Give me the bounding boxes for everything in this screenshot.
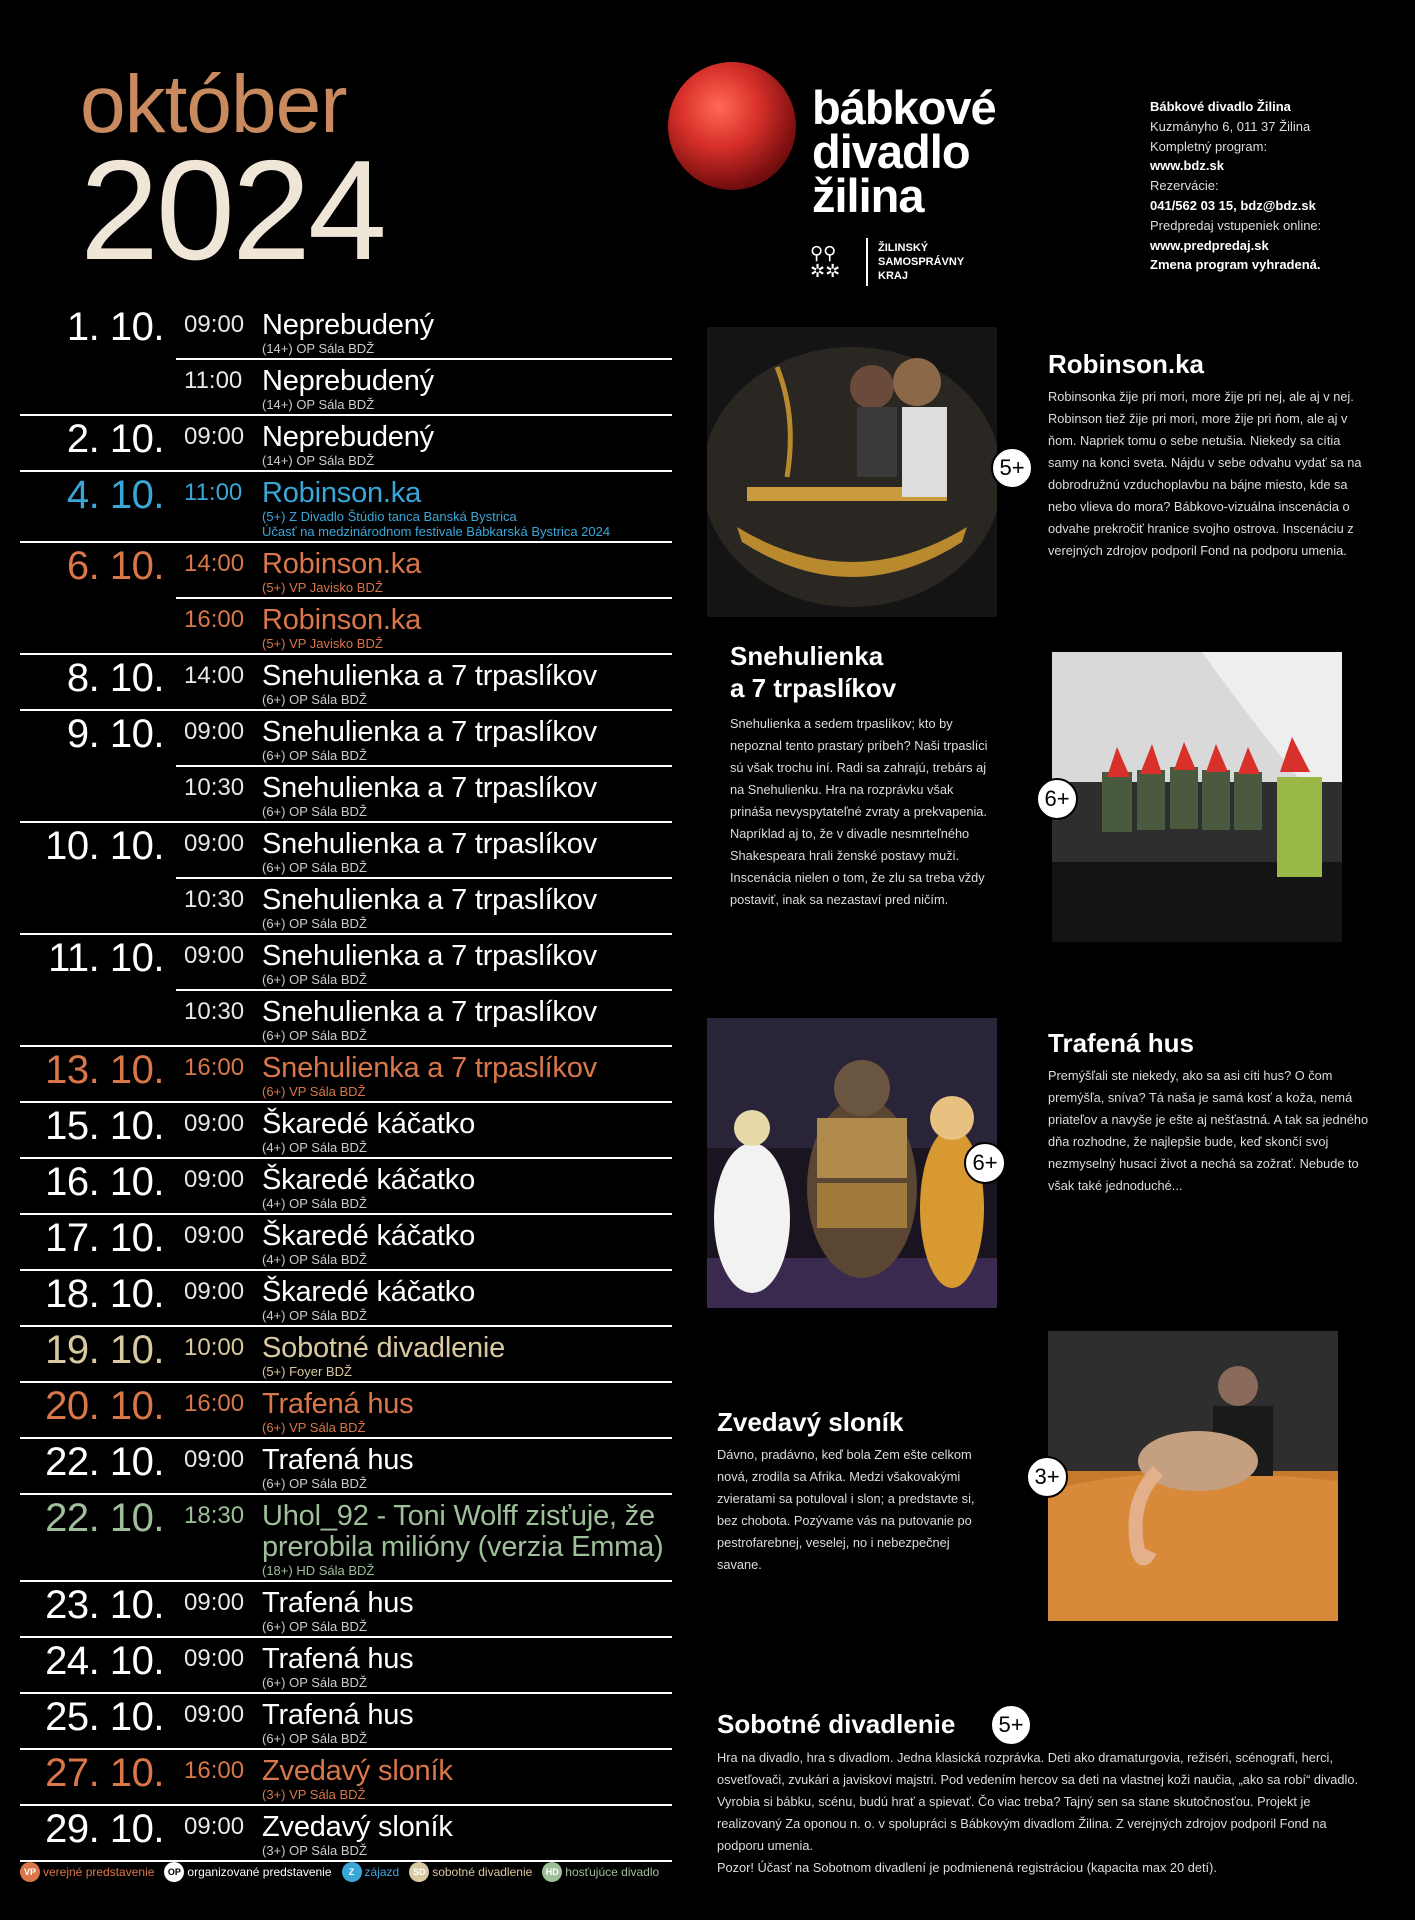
event-title: Neprebudený xyxy=(262,309,434,341)
trafena-hus-description: Premýšľali ste niekedy, ako sa asi cíti hus? O čom premýšľa, sníva? Tá naša je samá kosť a koža, nemá priateľov a navyše je ešte aj nešťastná. A tak sa jedného dňa rozhodne, že najlepšie bude, keď skončí svoj nezmyselný husací život a nechá sa zožrať. Nebude to však také jednoduché... xyxy=(1048,1068,1369,1193)
event-details: (5+) VP Javisko BDŽ xyxy=(262,580,383,595)
event-title: Zvedavý sloník xyxy=(262,1755,453,1787)
event-title: Snehulienka a 7 trpaslíkov xyxy=(262,828,597,860)
schedule-date: 29. 10. xyxy=(45,1807,164,1851)
zvedavy-slonik-photo xyxy=(1048,1331,1338,1621)
sobotne-divadlenie-age-badge: 5+ xyxy=(990,1704,1032,1746)
schedule-date: 17. 10. xyxy=(45,1216,164,1260)
event-title: Snehulienka a 7 trpaslíkov xyxy=(262,716,597,748)
snehulienka-title: Snehulienka a 7 trpaslíkov xyxy=(730,641,897,703)
theatre-logo-icon xyxy=(668,62,796,190)
event-details: (6+) OP Sála BDŽ xyxy=(262,860,367,875)
legend-badge-icon: VP xyxy=(20,1862,40,1882)
event-time: 10:30 xyxy=(184,998,245,1025)
legend-item xyxy=(342,1862,400,1882)
schedule-date: 20. 10. xyxy=(45,1384,164,1428)
legend xyxy=(20,1862,665,1882)
event-time: 09:00 xyxy=(184,718,245,745)
event-details: (14+) OP Sála BDŽ xyxy=(262,341,375,356)
schedule-day xyxy=(20,935,672,1045)
event-time: 14:00 xyxy=(184,550,245,577)
legend-label: verejné predstavenie xyxy=(43,1865,155,1879)
event-details: (4+) OP Sála BDŽ xyxy=(262,1252,367,1267)
event-title: Škaredé káčatko xyxy=(262,1108,476,1140)
event-details: (6+) OP Sála BDŽ xyxy=(262,804,367,819)
contact-program-label: Kompletný program: xyxy=(1150,138,1268,154)
legend-label: organizované predstavenie xyxy=(187,1865,332,1879)
legend-badge-icon: SD xyxy=(409,1862,429,1882)
schedule-date: 27. 10. xyxy=(45,1751,164,1795)
schedule-event[interactable] xyxy=(176,1159,672,1213)
zvedavy-slonik-title: Zvedavý sloník xyxy=(717,1407,904,1437)
event-details: (6+) VP Sála BDŽ xyxy=(262,1084,366,1099)
event-time: 18:30 xyxy=(184,1502,245,1529)
event-title: Neprebudený xyxy=(262,365,434,397)
contact-address: Kuzmányho 6, 011 37 Žilina xyxy=(1150,118,1311,134)
region-divider xyxy=(866,238,868,286)
schedule-date: 2. 10. xyxy=(66,417,164,461)
schedule-event[interactable] xyxy=(176,1383,672,1437)
schedule-date: 9. 10. xyxy=(66,712,164,756)
contact-name: Bábkové divadlo Žilina xyxy=(1150,99,1291,114)
event-time: 09:00 xyxy=(184,1222,245,1249)
schedule-event[interactable] xyxy=(176,1327,672,1381)
schedule-day xyxy=(20,1750,672,1804)
event-time: 16:00 xyxy=(184,1390,245,1417)
event-details: (4+) OP Sála BDŽ xyxy=(262,1140,367,1155)
schedule-event[interactable] xyxy=(176,877,672,933)
schedule-date: 1. 10. xyxy=(66,305,164,349)
schedule-day xyxy=(20,1582,672,1636)
event-title: Snehulienka a 7 trpaslíkov xyxy=(262,1052,597,1084)
schedule-day xyxy=(20,1327,672,1381)
schedule-date: 6. 10. xyxy=(66,544,164,588)
event-title: Trafená hus xyxy=(262,1587,414,1619)
schedule-date: 10. 10. xyxy=(45,824,164,868)
event-details: (5+) VP Javisko BDŽ xyxy=(262,636,383,651)
schedule-day xyxy=(20,823,672,933)
trafena-hus-title: Trafená hus xyxy=(1048,1028,1194,1058)
schedule-date: 8. 10. xyxy=(66,656,164,700)
schedule-day xyxy=(20,543,672,653)
contact-note: Zmena program vyhradená. xyxy=(1150,257,1321,273)
legend-item xyxy=(542,1862,659,1882)
event-time: 16:00 xyxy=(184,1757,245,1784)
event-title: Snehulienka a 7 trpaslíkov xyxy=(262,940,597,972)
schedule-date: 19. 10. xyxy=(45,1328,164,1372)
event-time: 11:00 xyxy=(184,367,243,394)
schedule-event[interactable] xyxy=(176,1638,672,1692)
schedule-date: 25. 10. xyxy=(45,1695,164,1739)
event-title: Trafená hus xyxy=(262,1388,414,1420)
event-title: Robinson.ka xyxy=(262,604,422,636)
event-time: 09:00 xyxy=(184,1589,245,1616)
region-crest-icon: ⚲⚲ ✲✲ xyxy=(810,243,841,281)
year-title: 2024 xyxy=(80,131,384,290)
schedule-day xyxy=(20,304,672,414)
event-title: Snehulienka a 7 trpaslíkov xyxy=(262,884,597,916)
event-title: Snehulienka a 7 trpaslíkov xyxy=(262,772,597,804)
schedule-event[interactable] xyxy=(176,472,672,541)
event-title: Sobotné divadlenie xyxy=(262,1332,506,1364)
schedule-day xyxy=(20,416,672,470)
event-details: (14+) OP Sála BDŽ xyxy=(262,453,375,468)
contact-presale-link[interactable]: www.predpredaj.sk xyxy=(1150,237,1269,253)
event-details: (5+) Z Divadlo Štúdio tanca Banská Bystrica xyxy=(262,509,517,524)
event-title: Trafená hus xyxy=(262,1643,414,1675)
event-time: 09:00 xyxy=(184,1446,245,1473)
event-time: 09:00 xyxy=(184,423,245,450)
schedule-day xyxy=(20,1103,672,1157)
schedule-day xyxy=(20,1271,672,1325)
legend-item xyxy=(20,1862,154,1882)
legend-label: zájazd xyxy=(364,1865,400,1879)
event-details: (6+) OP Sála BDŽ xyxy=(262,1675,367,1690)
event-details: (4+) OP Sála BDŽ xyxy=(262,1196,367,1211)
event-title: Neprebudený xyxy=(262,421,434,453)
schedule-day xyxy=(20,1638,672,1692)
event-title: Škaredé káčatko xyxy=(262,1220,476,1252)
trafena-hus-age-badge: 6+ xyxy=(964,1142,1006,1184)
event-time: 09:00 xyxy=(184,1278,245,1305)
schedule-day xyxy=(20,1383,672,1437)
event-title: Snehulienka a 7 trpaslíkov xyxy=(262,660,597,692)
event-time: 09:00 xyxy=(184,1701,245,1728)
event-time: 09:00 xyxy=(184,1645,245,1672)
event-time: 11:00 xyxy=(184,479,243,506)
event-time: 16:00 xyxy=(184,606,245,633)
event-time: 14:00 xyxy=(184,662,245,689)
schedule-event[interactable] xyxy=(176,935,672,989)
event-time: 10:30 xyxy=(184,886,245,913)
schedule-event[interactable] xyxy=(176,1582,672,1636)
schedule-event[interactable] xyxy=(176,597,672,653)
schedule-event[interactable] xyxy=(176,1271,672,1325)
robinson-photo xyxy=(707,327,997,617)
event-details: (6+) OP Sála BDŽ xyxy=(262,748,367,763)
schedule-date: 4. 10. xyxy=(66,473,164,517)
event-details: (6+) VP Sála BDŽ xyxy=(262,1420,366,1435)
schedule-event[interactable] xyxy=(176,1103,672,1157)
event-details: (6+) OP Sála BDŽ xyxy=(262,1619,367,1634)
robinson-age-badge: 5+ xyxy=(991,447,1033,489)
schedule-event[interactable] xyxy=(176,1047,672,1101)
event-details: (18+) HD Sála BDŽ xyxy=(262,1563,375,1578)
schedule-date: 22. 10. xyxy=(45,1440,164,1484)
event-details: (4+) OP Sála BDŽ xyxy=(262,1308,367,1323)
schedule-day xyxy=(20,472,672,541)
logo-line: divadlo xyxy=(812,125,970,178)
event-time: 09:00 xyxy=(184,1166,245,1193)
region-logo xyxy=(810,238,964,286)
legend-item xyxy=(409,1862,532,1882)
logo-line: bábkové xyxy=(812,81,996,134)
event-time: 09:00 xyxy=(184,1813,245,1840)
event-title: Trafená hus xyxy=(262,1699,414,1731)
robinson-description: Robinsonka žije pri mori, more žije pri nej, ale aj v nej. Robinson tiež žije pri mori, more žije pri ňom, ale aj v ňom. Napriek tomu o sebe netušia. Niekedy sa cítia samy na konci sveta. Nájdu v sebe odvahu vydať sa na dobrodružnú vzduchoplavbu na bájne miesto, kde sa nebo vlieva do mora? Bábkovo-vizuálna inscenácia o odvahe prekročiť hranice svojho ostrova. Inscenáciu z verejných zdrojov podporil Fond na podporu umenia. xyxy=(1048,389,1362,558)
contact-phone-email[interactable]: 041/562 03 15, bdz@bdz.sk xyxy=(1150,197,1316,213)
schedule-day xyxy=(20,1806,672,1860)
schedule-date: 24. 10. xyxy=(45,1639,164,1683)
schedule-event[interactable] xyxy=(176,1215,672,1269)
schedule-event[interactable] xyxy=(176,989,672,1045)
schedule-event[interactable] xyxy=(176,543,672,597)
schedule-list xyxy=(20,304,672,1862)
event-details: (6+) OP Sála BDŽ xyxy=(262,1028,367,1043)
schedule-date: 18. 10. xyxy=(45,1272,164,1316)
zvedavy-slonik-age-badge: 3+ xyxy=(1026,1456,1068,1498)
schedule-date: 11. 10. xyxy=(48,936,164,980)
event-time: 10:00 xyxy=(184,1334,245,1361)
legend-badge-icon: HD xyxy=(542,1862,562,1882)
legend-label: sobotné divadlenie xyxy=(432,1865,533,1879)
month-title: október xyxy=(80,59,347,150)
sobotne-divadlenie-note: Pozor! Účasť na Sobotnom divadlení je podmienená registráciou (kapacita max 20 detí). xyxy=(717,1860,1217,1875)
event-time: 09:00 xyxy=(184,311,245,338)
schedule-day xyxy=(20,1215,672,1269)
zvedavy-slonik-description: Dávno, pradávno, keď bola Zem ešte celkom nová, zrodila sa Afrika. Medzi všakovakými zvieratami sa potuloval i slon; a predstavte si, bez chobota. Pozývame vás na putovanie po pestrofarebnej, veselej, no i nebezpečnej savane. xyxy=(717,1447,975,1572)
trafena-hus-photo xyxy=(707,1018,997,1308)
schedule-event[interactable] xyxy=(176,823,672,877)
schedule-day xyxy=(20,1439,672,1493)
event-festival-note: Účasť na medzinárodnom festivale Bábkarská Bystrica 2024 xyxy=(262,524,611,539)
event-title: Škaredé káčatko xyxy=(262,1164,476,1196)
event-time: 09:00 xyxy=(184,942,245,969)
schedule-event[interactable] xyxy=(176,358,672,414)
event-details: (14+) OP Sála BDŽ xyxy=(262,397,375,412)
schedule-event[interactable] xyxy=(176,711,672,765)
event-details: (6+) OP Sála BDŽ xyxy=(262,1731,367,1746)
event-title: Trafená hus xyxy=(262,1444,414,1476)
schedule-day xyxy=(20,655,672,709)
schedule-day xyxy=(20,1694,672,1748)
contact-web-link[interactable]: www.bdz.sk xyxy=(1150,158,1224,174)
event-details: (3+) VP Sála BDŽ xyxy=(262,1787,366,1802)
schedule-event[interactable] xyxy=(176,1750,672,1804)
schedule-day xyxy=(20,1495,672,1580)
snehulienka-age-badge: 6+ xyxy=(1036,778,1078,820)
schedule-event[interactable] xyxy=(176,1495,672,1580)
schedule-event[interactable] xyxy=(176,416,672,470)
schedule-date: 13. 10. xyxy=(45,1048,164,1092)
schedule-event[interactable] xyxy=(176,1439,672,1493)
snehulienka-description: Snehulienka a sedem trpaslíkov; kto by nepoznal tento prastarý príbeh? Naši trpaslíci sú však trochu iní. Radi sa zahrajú, trebárs aj na Snehulienku. Hra na rozprávku však prináša nevyspytateľné zvraty a prekvapenia. Napríklad aj to, že v divadle nesmrteľného Shakespeara hrali ženské postavy muži. Inscenácia nielen o tom, že zlu sa treba vždy postaviť, inak sa nezastaví pred ničím. xyxy=(730,716,988,907)
schedule-event[interactable] xyxy=(176,1694,672,1748)
theatre-logo-text xyxy=(812,81,996,222)
event-time: 09:00 xyxy=(184,830,245,857)
contact-info xyxy=(1150,97,1390,275)
event-title: Škaredé káčatko xyxy=(262,1276,476,1308)
event-title: Robinson.ka xyxy=(262,477,422,509)
sobotne-divadlenie-description: Hra na divadlo, hra s divadlom. Jedna klasická rozprávka. Deti ako dramaturgovia, režiséri, scénografi, herci, osvetľovači, zvukári a javiskoví majstri. Pod vedením hercov sa deti na vlastnej koži naučia, „ako sa robí“ divadlo. Vyrobia si bábku, scénu, budú hrať a spievať. Čo viac treba? Tajný sen sa stane skutočnosťou. Projekt je realizovaný Za oponou n. o. v spolupráci s Bábkovým divadlom Žilina. Z verejných zdrojov podporil Fond na podporu umenia. xyxy=(717,1750,1359,1853)
schedule-day xyxy=(20,1047,672,1101)
contact-presale-label: Predpredaj vstupeniek online: xyxy=(1150,217,1322,233)
schedule-event[interactable] xyxy=(176,1806,672,1860)
schedule-date: 15. 10. xyxy=(45,1104,164,1148)
event-time: 09:00 xyxy=(184,1110,245,1137)
event-details: (6+) OP Sála BDŽ xyxy=(262,916,367,931)
event-title: Snehulienka a 7 trpaslíkov xyxy=(262,996,597,1028)
event-time: 16:00 xyxy=(184,1054,245,1081)
legend-label: hosťujúce divadlo xyxy=(565,1865,660,1879)
event-time: 10:30 xyxy=(184,774,245,801)
event-title: Robinson.ka xyxy=(262,548,422,580)
event-details: (6+) OP Sála BDŽ xyxy=(262,692,367,707)
legend-badge-icon: OP xyxy=(164,1862,184,1882)
event-details: (5+) Foyer BDŽ xyxy=(262,1364,352,1379)
schedule-date: 23. 10. xyxy=(45,1583,164,1627)
event-details: (6+) OP Sála BDŽ xyxy=(262,972,367,987)
contact-reservation-label: Rezervácie: xyxy=(1150,178,1219,194)
schedule-day xyxy=(20,711,672,821)
sobotne-divadlenie-title: Sobotné divadlenie xyxy=(717,1709,956,1739)
schedule-date: 22. 10. xyxy=(45,1496,164,1540)
schedule-event[interactable] xyxy=(176,765,672,821)
region-text: ŽILINSKÝ SAMOSPRÁVNY KRAJ xyxy=(878,242,965,282)
event-title: Zvedavý sloník xyxy=(262,1811,453,1843)
schedule-event[interactable] xyxy=(176,304,672,358)
schedule-date: 16. 10. xyxy=(45,1160,164,1204)
legend-item xyxy=(164,1862,331,1882)
schedule-day xyxy=(20,1159,672,1213)
event-title: Uhol_92 - Toni Wolff zisťuje, že prerobila milióny (verzia Emma) xyxy=(262,1500,664,1563)
legend-badge-icon: Z xyxy=(342,1862,362,1882)
logo-line: žilina xyxy=(812,169,924,222)
event-details: (6+) OP Sála BDŽ xyxy=(262,1476,367,1491)
schedule-event[interactable] xyxy=(176,655,672,709)
robinson-title: Robinson.ka xyxy=(1048,349,1205,379)
event-details: (3+) OP Sála BDŽ xyxy=(262,1843,367,1858)
snehulienka-photo xyxy=(1052,652,1342,942)
